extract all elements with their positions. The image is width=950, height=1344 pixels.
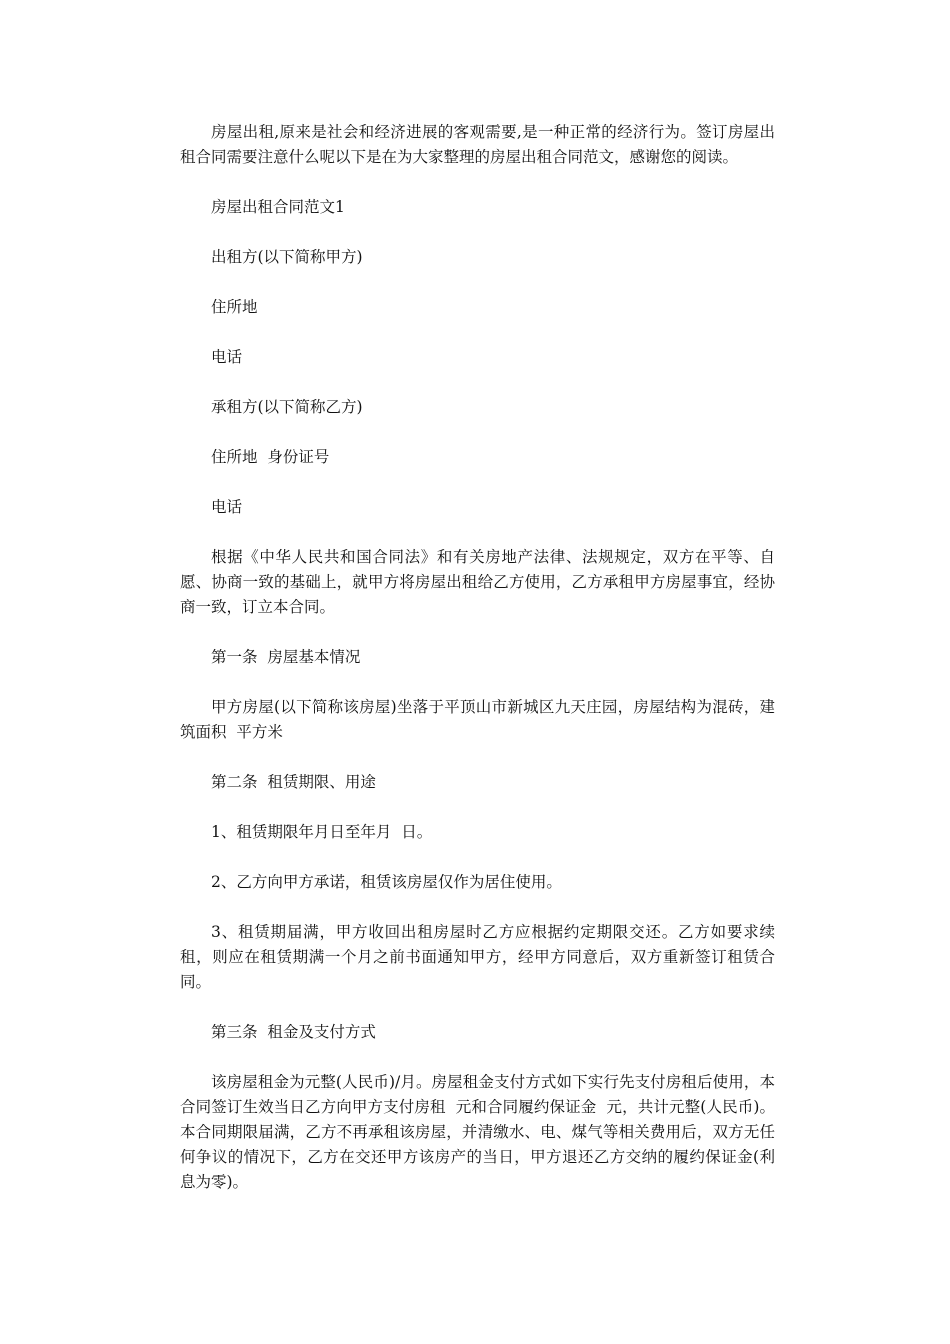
article-1-body: 甲方房屋(以下简称该房屋)坐落于平顶山市新城区九天庄园，房屋结构为混砖，建筑面积 平方米: [180, 698, 775, 741]
article-3-body: 该房屋租金为元整(人民币)/月。房屋租金支付方式如下实行先支付房租后使用，本合同签订生效当日乙方向甲方支付房租 元和合同履约保证金 元，共计元整(人民币)。本合同期限届满，乙方不再承租该房屋，并清缴水、电、煤气等相关费用后，双方无任何争议的情况下，乙方在交还甲方该房产的当日，甲方退还乙方交纳的履约保证金(利息为零)。: [180, 1073, 775, 1191]
article-2-item-3: 3、租赁期届满，甲方收回出租房屋时乙方应根据约定期限交还。乙方如要求续租，则应在租赁期满一个月之前书面通知甲方，经甲方同意后，双方重新签订租赁合同。: [180, 923, 775, 991]
preamble-paragraph: 根据《中华人民共和国合同法》和有关房地产法律、法规规定，双方在平等、自愿、协商一致的基础上，就甲方将房屋出租给乙方使用，乙方承租甲方房屋事宜，经协商一致，订立本合同。: [180, 548, 775, 616]
article-2-item-1: 1、租赁期限年月日至年月 日。: [211, 823, 433, 841]
lessor-phone-label: 电话: [211, 348, 243, 366]
article-1-heading: 第一条 房屋基本情况: [211, 648, 361, 666]
intro-paragraph: 房屋出租,原来是社会和经济进展的客观需要,是一种正常的经济行为。签订房屋出租合同需要注意什么呢以下是在为大家整理的房屋出租合同范文，感谢您的阅读。: [180, 123, 775, 166]
article-2-item-2: 2、乙方向甲方承诺，租赁该房屋仅作为居住使用。: [211, 873, 562, 891]
contract-title: 房屋出租合同范文1: [211, 198, 345, 216]
lessee-address-id-label: 住所地 身份证号: [211, 448, 330, 466]
lessor-address-label: 住所地: [211, 298, 258, 316]
lessee-label: 承租方(以下简称乙方): [211, 398, 363, 416]
lessor-label: 出租方(以下简称甲方): [211, 248, 363, 266]
lessee-phone-label: 电话: [211, 498, 243, 516]
article-3-heading: 第三条 租金及支付方式: [211, 1023, 376, 1041]
article-2-heading: 第二条 租赁期限、用途: [211, 773, 376, 791]
document-body: [180, 120, 775, 1220]
